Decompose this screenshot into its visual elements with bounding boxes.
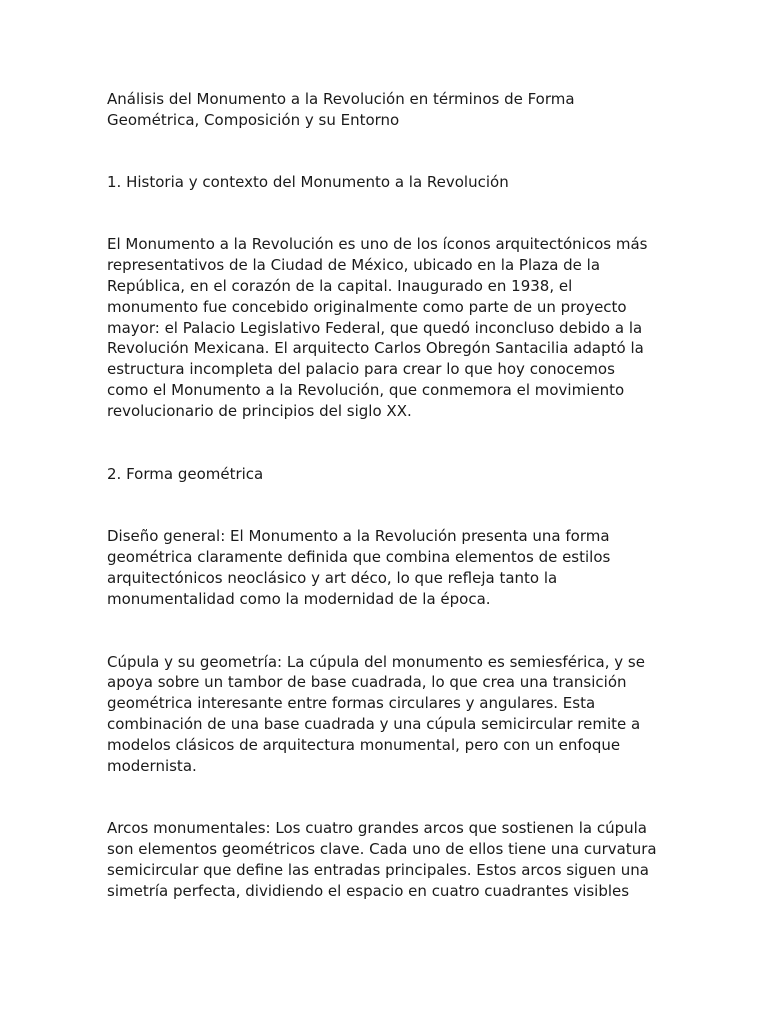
paragraph-cupula: Cúpula y su geometría: La cúpula del monumento es semiesférica, y se apoya sobre un tambor de base cuadrada, lo que crea una transición geométrica interesante entre formas circulares y angulares. Esta combinación de una base cuadrada y una cúpula semicircular remite a modelos clásicos de arquitectura monumental, pero con un enfoque modernista. xyxy=(107,652,645,775)
paragraph-diseno-general: Diseño general: El Monumento a la Revolución presenta una forma geométrica claramente definida que combina elementos de estilos arquitectónicos neoclásico y art déco, lo que refleja tanto la monumentalidad como la modernidad de la época. xyxy=(107,527,611,608)
section-heading-forma-geometrica: 2. Forma geométrica xyxy=(107,464,264,483)
paragraph-arcos: Arcos monumentales: Los cuatro grandes arcos que sostienen la cúpula son elementos geométricos clave. Cada uno de ellos tiene una curvatura semicircular que define las entradas principales. Estos arcos siguen una simetría perfecta, dividiendo el espacio en cuatro cuadrantes visibles xyxy=(107,819,657,900)
section-heading-historia: 1. Historia y contexto del Monumento a la Revolución xyxy=(107,172,509,191)
document-title: Análisis del Monumento a la Revolución en términos de Forma Geométrica, Composición y su Entorno xyxy=(107,90,575,129)
paragraph-historia: El Monumento a la Revolución es uno de los íconos arquitectónicos más representativos de la Ciudad de México, ubicado en la Plaza de la República, en el corazón de la capital. Inaugurado en 1938, el monumento fue concebido originalmente como parte de un proyecto mayor: el Palacio Legislativo Federal, que quedó inconcluso debido a la Revolución Mexicana. El arquitecto Carlos Obregón Santacilia adaptó la estructura incompleta del palacio para crear lo que hoy conocemos como el Monumento a la Revolución, que conmemora el movimiento revolucionario de principios del siglo XX. xyxy=(107,235,648,420)
document-page xyxy=(107,89,667,902)
